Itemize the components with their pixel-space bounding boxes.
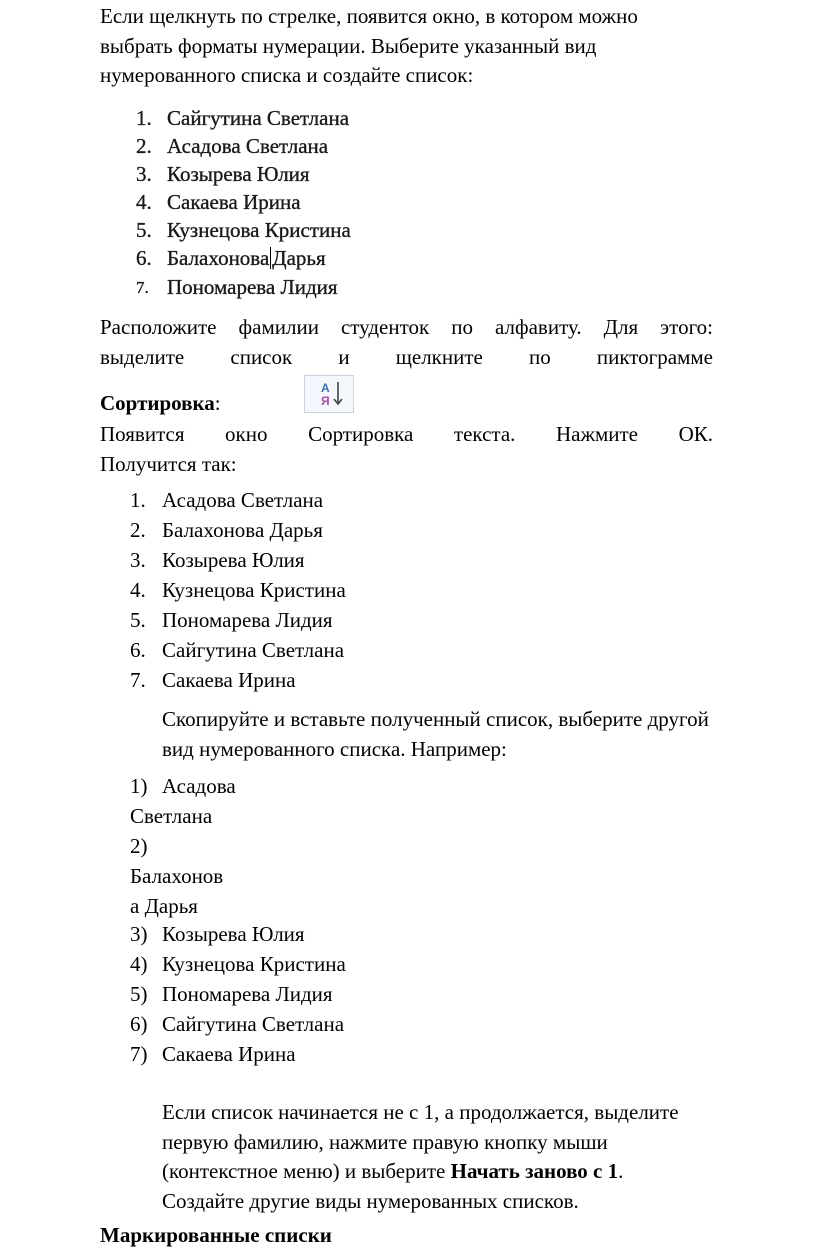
- restart-paragraph: [162, 1098, 802, 1216]
- restart-line-4: Создайте другие виды нумерованных списков.: [162, 1188, 579, 1213]
- sort-az-icon: [304, 375, 354, 413]
- list-text: Кузнецова Кристина: [167, 218, 351, 242]
- result-paragraph: [100, 420, 713, 479]
- list-number: 1.: [136, 106, 152, 130]
- copy-line-2: вид нумерованного списка. Например:: [162, 736, 507, 761]
- list-number: 1.: [130, 488, 146, 512]
- list-text: Балахонова Дарья: [162, 518, 323, 542]
- list-number: 3): [130, 922, 148, 946]
- list-number: 7.: [130, 668, 146, 692]
- sort-line-1: Расположите фамилии студенток по алфавиту. Для этого:: [100, 315, 713, 339]
- sort-label-line: [100, 389, 221, 419]
- sort-icon-letter-bottom: Я: [321, 394, 330, 408]
- section-heading-bullets: [100, 1221, 332, 1251]
- sort-icon-letter-top: А: [321, 381, 330, 395]
- list-number: 5.: [130, 608, 146, 632]
- restart-line-2: первую фамилию, нажмите правую кнопку мыши: [162, 1129, 608, 1154]
- list-text: Козырева Юлия: [162, 548, 305, 572]
- list-text: Сайгутина Светлана: [162, 1012, 345, 1036]
- sort-label-colon: :: [214, 391, 221, 415]
- list-number: 4.: [136, 190, 152, 214]
- list-text: Асадова Светлана: [167, 134, 329, 158]
- list-text: Козырева Юлия: [167, 162, 310, 186]
- list-number: 1): [130, 774, 148, 798]
- list-text: Пономарева Лидия: [167, 275, 338, 299]
- list-text: Пономарева Лидия: [162, 608, 333, 632]
- list-number: 2.: [130, 518, 146, 542]
- list-number: 6): [130, 1012, 148, 1036]
- list-text: Сакаева Ирина: [162, 1042, 296, 1066]
- list-text: Пономарева Лидия: [162, 982, 333, 1006]
- list-text: Асадова Светлана: [162, 488, 324, 512]
- result-line-1: Появится окно Сортировка текста. Нажмите ОК.: [100, 422, 713, 446]
- sort-az-icon-graphic: [305, 376, 353, 412]
- list-text: Сайгутина Светлана: [162, 638, 345, 662]
- list-text: Асадова: [162, 774, 236, 798]
- list-text: Козырева Юлия: [162, 922, 305, 946]
- copy-paragraph: [162, 705, 812, 764]
- list-number: 4): [130, 952, 148, 976]
- list-number: 4.: [130, 578, 146, 602]
- intro-line-1: Если щелкнуть по стрелке, появится окно, в котором можно: [100, 4, 638, 28]
- list-number: 3.: [130, 548, 146, 572]
- intro-line-2: выбрать форматы нумерации. Выберите указанный вид: [100, 33, 597, 58]
- list-number: 7): [130, 1042, 148, 1066]
- list-text: Сайгутина Светлана: [167, 106, 350, 130]
- list-text-wrap: а Дарья: [130, 894, 198, 918]
- sort-line-2: выделите список и щелкните по пиктограмме: [100, 344, 713, 369]
- list-text: [167, 246, 326, 271]
- list-text: Кузнецова Кристина: [162, 578, 346, 602]
- restart-line-3: [162, 1157, 802, 1187]
- list-text: Кузнецова Кристина: [162, 952, 346, 976]
- restart-line-1: Если список начинается не с 1, а продолжается, выделите: [162, 1100, 679, 1124]
- list-text-wrap: Светлана: [130, 804, 213, 828]
- list-number: 2): [130, 834, 148, 858]
- list-text-before-caret: Балахонова: [167, 246, 270, 270]
- restart-line-3-text: (контекстное меню) и выберите: [162, 1159, 451, 1183]
- list-text-after-caret: Дарья: [272, 246, 326, 270]
- sort-label: Сортировка: [100, 391, 215, 415]
- list-number: 6.: [130, 638, 146, 662]
- list-text: Сакаева Ирина: [162, 668, 296, 692]
- sort-paragraph: [100, 313, 713, 372]
- result-line-2: Получится так:: [100, 451, 237, 476]
- list-number: 5.: [136, 218, 152, 242]
- heading-text: Маркированные списки: [100, 1223, 332, 1247]
- restart-line-3-end: .: [618, 1159, 624, 1183]
- list-number: 6.: [136, 246, 152, 270]
- list-text: Сакаева Ирина: [167, 190, 301, 214]
- intro-paragraph: [100, 2, 760, 91]
- list-number: 3.: [136, 162, 152, 186]
- list-number: 7.: [136, 278, 149, 297]
- copy-line-1: Скопируйте и вставьте полученный список, выберите другой: [162, 707, 709, 731]
- restart-command-label: Начать заново с 1: [450, 1159, 619, 1183]
- intro-line-3: нумерованного списка и создайте список:: [100, 63, 474, 87]
- list-text: Балахонов: [130, 864, 224, 888]
- list-number: 2.: [136, 134, 152, 158]
- list-number: 5): [130, 982, 148, 1006]
